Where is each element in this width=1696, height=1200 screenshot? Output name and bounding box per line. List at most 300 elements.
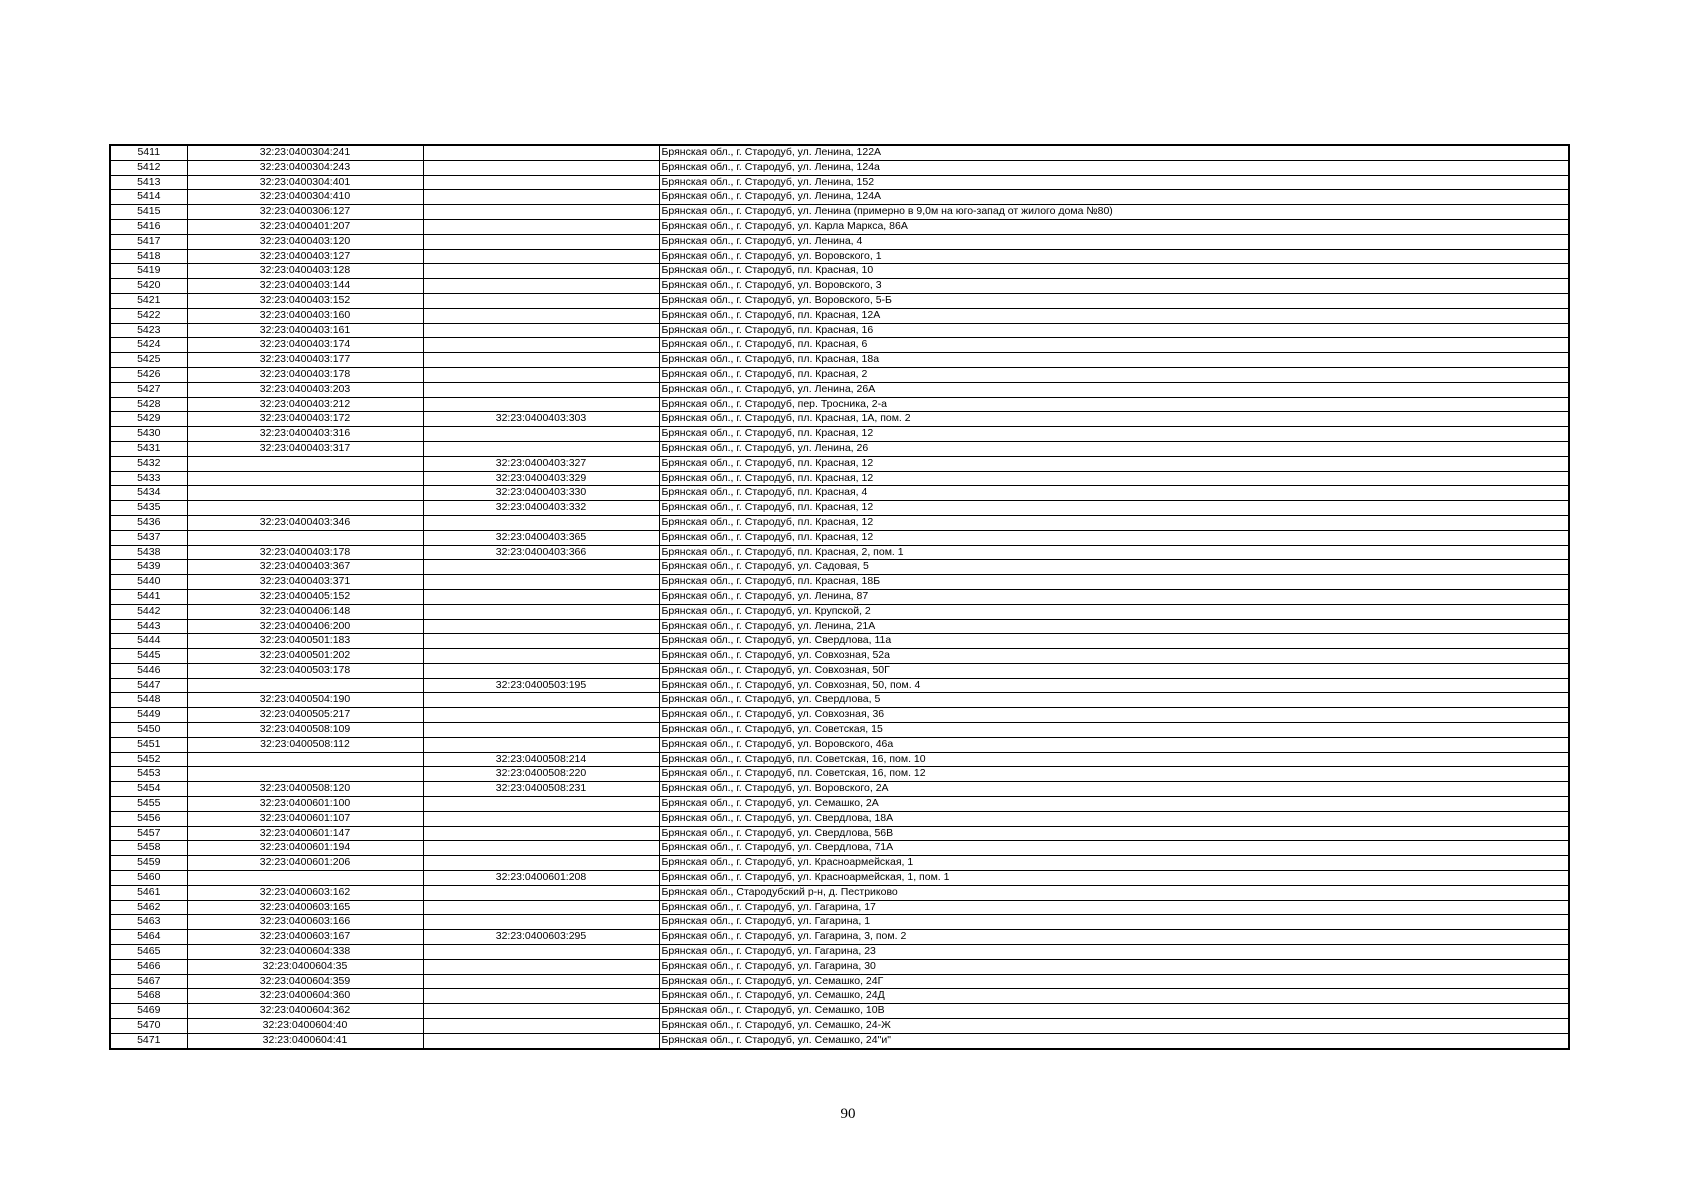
table-row bbox=[110, 974, 1569, 989]
row-number-cell: 5441 bbox=[110, 589, 187, 604]
row-number-cell: 5427 bbox=[110, 382, 187, 397]
cadastral-number-cell bbox=[187, 871, 423, 886]
premises-number-cell bbox=[423, 634, 659, 649]
row-number-cell: 5421 bbox=[110, 293, 187, 308]
address-cell: Брянская обл., г. Стародуб, ул. Воровского, 3 bbox=[659, 279, 1569, 294]
premises-number-cell bbox=[423, 723, 659, 738]
table-row bbox=[110, 959, 1569, 974]
register-table bbox=[109, 144, 1570, 1050]
row-number-cell: 5419 bbox=[110, 264, 187, 279]
address-cell: Брянская обл., г. Стародуб, ул. Семашко, 2А bbox=[659, 797, 1569, 812]
table-row bbox=[110, 515, 1569, 530]
premises-number-cell bbox=[423, 841, 659, 856]
address-cell: Брянская обл., г. Стародуб, пл. Красная, 18а bbox=[659, 353, 1569, 368]
table-row bbox=[110, 205, 1569, 220]
table-row bbox=[110, 1033, 1569, 1048]
table-row bbox=[110, 397, 1569, 412]
cadastral-number-cell: 32:23:0400306:127 bbox=[187, 205, 423, 220]
address-cell: Брянская обл., г. Стародуб, пл. Советская, 16, пом. 10 bbox=[659, 752, 1569, 767]
row-number-cell: 5420 bbox=[110, 279, 187, 294]
row-number-cell: 5438 bbox=[110, 545, 187, 560]
address-cell: Брянская обл., г. Стародуб, ул. Семашко, 24"и" bbox=[659, 1033, 1569, 1048]
address-cell: Брянская обл., г. Стародуб, ул. Совхозная, 50, пом. 4 bbox=[659, 678, 1569, 693]
table-row bbox=[110, 560, 1569, 575]
table-row bbox=[110, 575, 1569, 590]
cadastral-number-cell: 32:23:0400508:120 bbox=[187, 782, 423, 797]
cadastral-number-cell: 32:23:0400503:178 bbox=[187, 663, 423, 678]
cadastral-number-cell: 32:23:0400604:40 bbox=[187, 1019, 423, 1034]
table-row bbox=[110, 501, 1569, 516]
address-cell: Брянская обл., г. Стародуб, ул. Воровского, 1 bbox=[659, 249, 1569, 264]
table-row bbox=[110, 708, 1569, 723]
cadastral-number-cell: 32:23:0400403:161 bbox=[187, 323, 423, 338]
row-number-cell: 5460 bbox=[110, 871, 187, 886]
premises-number-cell bbox=[423, 1019, 659, 1034]
table-row bbox=[110, 338, 1569, 353]
table-row bbox=[110, 989, 1569, 1004]
row-number-cell: 5437 bbox=[110, 530, 187, 545]
row-number-cell: 5436 bbox=[110, 515, 187, 530]
address-cell: Брянская обл., г. Стародуб, пл. Красная, 12 bbox=[659, 501, 1569, 516]
address-cell: Брянская обл., г. Стародуб, ул. Ленина, 87 bbox=[659, 589, 1569, 604]
row-number-cell: 5434 bbox=[110, 486, 187, 501]
table-row bbox=[110, 367, 1569, 382]
premises-number-cell bbox=[423, 737, 659, 752]
table-row bbox=[110, 190, 1569, 205]
table-row bbox=[110, 856, 1569, 871]
row-number-cell: 5443 bbox=[110, 619, 187, 634]
premises-number-cell bbox=[423, 560, 659, 575]
cadastral-number-cell: 32:23:0400501:183 bbox=[187, 634, 423, 649]
cadastral-number-cell: 32:23:0400403:367 bbox=[187, 560, 423, 575]
premises-number-cell bbox=[423, 575, 659, 590]
row-number-cell: 5422 bbox=[110, 308, 187, 323]
row-number-cell: 5458 bbox=[110, 841, 187, 856]
address-cell: Брянская обл., г. Стародуб, пл. Красная, 4 bbox=[659, 486, 1569, 501]
table-row bbox=[110, 234, 1569, 249]
premises-number-cell bbox=[423, 219, 659, 234]
premises-number-cell bbox=[423, 323, 659, 338]
premises-number-cell bbox=[423, 279, 659, 294]
premises-number-cell bbox=[423, 649, 659, 664]
premises-number-cell bbox=[423, 708, 659, 723]
premises-number-cell bbox=[423, 959, 659, 974]
cadastral-number-cell: 32:23:0400601:206 bbox=[187, 856, 423, 871]
row-number-cell: 5446 bbox=[110, 663, 187, 678]
address-cell: Брянская обл., г. Стародуб, ул. Воровского, 5-Б bbox=[659, 293, 1569, 308]
row-number-cell: 5459 bbox=[110, 856, 187, 871]
address-cell: Брянская обл., г. Стародуб, ул. Гагарина, 3, пом. 2 bbox=[659, 930, 1569, 945]
cadastral-number-cell: 32:23:0400403:371 bbox=[187, 575, 423, 590]
cadastral-number-cell: 32:23:0400603:162 bbox=[187, 885, 423, 900]
register-table-body bbox=[110, 145, 1569, 1049]
address-cell: Брянская обл., г. Стародуб, ул. Ленина, 152 bbox=[659, 175, 1569, 190]
cadastral-number-cell bbox=[187, 486, 423, 501]
premises-number-cell bbox=[423, 589, 659, 604]
row-number-cell: 5426 bbox=[110, 367, 187, 382]
row-number-cell: 5435 bbox=[110, 501, 187, 516]
cadastral-number-cell: 32:23:0400601:107 bbox=[187, 811, 423, 826]
premises-number-cell bbox=[423, 397, 659, 412]
premises-number-cell bbox=[423, 604, 659, 619]
row-number-cell: 5411 bbox=[110, 145, 187, 160]
row-number-cell: 5440 bbox=[110, 575, 187, 590]
table-row bbox=[110, 1019, 1569, 1034]
address-cell: Брянская обл., Стародубский р-н, д. Пестриково bbox=[659, 885, 1569, 900]
premises-number-cell bbox=[423, 205, 659, 220]
table-row bbox=[110, 545, 1569, 560]
table-row bbox=[110, 945, 1569, 960]
address-cell: Брянская обл., г. Стародуб, ул. Свердлова, 71А bbox=[659, 841, 1569, 856]
table-row bbox=[110, 649, 1569, 664]
address-cell: Брянская обл., г. Стародуб, ул. Семашко, 24Д bbox=[659, 989, 1569, 1004]
address-cell: Брянская обл., г. Стародуб, ул. Советская, 15 bbox=[659, 723, 1569, 738]
table-row bbox=[110, 604, 1569, 619]
cadastral-number-cell: 32:23:0400403:127 bbox=[187, 249, 423, 264]
premises-number-cell bbox=[423, 885, 659, 900]
cadastral-number-cell: 32:23:0400508:112 bbox=[187, 737, 423, 752]
address-cell: Брянская обл., г. Стародуб, ул. Семашко, 24-Ж bbox=[659, 1019, 1569, 1034]
table-row bbox=[110, 427, 1569, 442]
cadastral-number-cell: 32:23:0400403:317 bbox=[187, 441, 423, 456]
cadastral-number-cell bbox=[187, 767, 423, 782]
row-number-cell: 5455 bbox=[110, 797, 187, 812]
cadastral-number-cell: 32:23:0400505:217 bbox=[187, 708, 423, 723]
premises-number-cell: 32:23:0400508:220 bbox=[423, 767, 659, 782]
premises-number-cell: 32:23:0400403:329 bbox=[423, 471, 659, 486]
row-number-cell: 5465 bbox=[110, 945, 187, 960]
address-cell: Брянская обл., г. Стародуб, ул. Совхозная, 52а bbox=[659, 649, 1569, 664]
cadastral-number-cell bbox=[187, 530, 423, 545]
cadastral-number-cell: 32:23:0400508:109 bbox=[187, 723, 423, 738]
row-number-cell: 5439 bbox=[110, 560, 187, 575]
table-row bbox=[110, 530, 1569, 545]
premises-number-cell bbox=[423, 900, 659, 915]
address-cell: Брянская обл., г. Стародуб, ул. Садовая, 5 bbox=[659, 560, 1569, 575]
premises-number-cell bbox=[423, 249, 659, 264]
row-number-cell: 5450 bbox=[110, 723, 187, 738]
address-cell: Брянская обл., г. Стародуб, ул. Ленина (примерно в 9,0м на юго-запад от жилого дома №80) bbox=[659, 205, 1569, 220]
address-cell: Брянская обл., г. Стародуб, ул. Красноармейская, 1 bbox=[659, 856, 1569, 871]
address-cell: Брянская обл., г. Стародуб, пл. Красная, 12А bbox=[659, 308, 1569, 323]
address-cell: Брянская обл., г. Стародуб, пл. Красная, 10 bbox=[659, 264, 1569, 279]
address-cell: Брянская обл., г. Стародуб, ул. Гагарина, 17 bbox=[659, 900, 1569, 915]
table-row bbox=[110, 456, 1569, 471]
table-row bbox=[110, 308, 1569, 323]
cadastral-number-cell: 32:23:0400403:144 bbox=[187, 279, 423, 294]
premises-number-cell bbox=[423, 945, 659, 960]
address-cell: Брянская обл., г. Стародуб, пл. Красная, 12 bbox=[659, 456, 1569, 471]
address-cell: Брянская обл., г. Стародуб, пл. Красная, 6 bbox=[659, 338, 1569, 353]
address-cell: Брянская обл., г. Стародуб, ул. Гагарина, 23 bbox=[659, 945, 1569, 960]
premises-number-cell bbox=[423, 811, 659, 826]
cadastral-number-cell: 32:23:0400406:200 bbox=[187, 619, 423, 634]
cadastral-number-cell bbox=[187, 752, 423, 767]
cadastral-number-cell: 32:23:0400403:160 bbox=[187, 308, 423, 323]
address-cell: Брянская обл., г. Стародуб, пл. Красная, 2, пом. 1 bbox=[659, 545, 1569, 560]
table-row bbox=[110, 441, 1569, 456]
row-number-cell: 5433 bbox=[110, 471, 187, 486]
cadastral-number-cell: 32:23:0400403:128 bbox=[187, 264, 423, 279]
row-number-cell: 5448 bbox=[110, 693, 187, 708]
premises-number-cell bbox=[423, 175, 659, 190]
table-row bbox=[110, 797, 1569, 812]
table-row bbox=[110, 353, 1569, 368]
address-cell: Брянская обл., г. Стародуб, ул. Семашко, 24Г bbox=[659, 974, 1569, 989]
row-number-cell: 5461 bbox=[110, 885, 187, 900]
cadastral-number-cell bbox=[187, 471, 423, 486]
cadastral-number-cell: 32:23:0400403:178 bbox=[187, 367, 423, 382]
row-number-cell: 5452 bbox=[110, 752, 187, 767]
row-number-cell: 5469 bbox=[110, 1004, 187, 1019]
cadastral-number-cell: 32:23:0400403:177 bbox=[187, 353, 423, 368]
row-number-cell: 5442 bbox=[110, 604, 187, 619]
premises-number-cell: 32:23:0400403:330 bbox=[423, 486, 659, 501]
premises-number-cell bbox=[423, 145, 659, 160]
cadastral-number-cell: 32:23:0400406:148 bbox=[187, 604, 423, 619]
cadastral-number-cell: 32:23:0400403:346 bbox=[187, 515, 423, 530]
cadastral-number-cell: 32:23:0400601:147 bbox=[187, 826, 423, 841]
row-number-cell: 5456 bbox=[110, 811, 187, 826]
address-cell: Брянская обл., г. Стародуб, ул. Ленина, 26А bbox=[659, 382, 1569, 397]
premises-number-cell: 32:23:0400403:366 bbox=[423, 545, 659, 560]
cadastral-number-cell: 32:23:0400603:165 bbox=[187, 900, 423, 915]
address-cell: Брянская обл., г. Стародуб, ул. Ленина, 122А bbox=[659, 145, 1569, 160]
table-row bbox=[110, 782, 1569, 797]
premises-number-cell bbox=[423, 264, 659, 279]
row-number-cell: 5423 bbox=[110, 323, 187, 338]
cadastral-number-cell: 32:23:0400604:338 bbox=[187, 945, 423, 960]
row-number-cell: 5425 bbox=[110, 353, 187, 368]
table-row bbox=[110, 412, 1569, 427]
cadastral-number-cell: 32:23:0400401:207 bbox=[187, 219, 423, 234]
row-number-cell: 5424 bbox=[110, 338, 187, 353]
address-cell: Брянская обл., г. Стародуб, пл. Красная, 12 bbox=[659, 530, 1569, 545]
premises-number-cell: 32:23:0400508:214 bbox=[423, 752, 659, 767]
table-row bbox=[110, 693, 1569, 708]
premises-number-cell bbox=[423, 1004, 659, 1019]
row-number-cell: 5454 bbox=[110, 782, 187, 797]
table-row bbox=[110, 723, 1569, 738]
premises-number-cell bbox=[423, 367, 659, 382]
address-cell: Брянская обл., г. Стародуб, ул. Свердлова, 5 bbox=[659, 693, 1569, 708]
table-row bbox=[110, 160, 1569, 175]
table-row bbox=[110, 589, 1569, 604]
cadastral-number-cell bbox=[187, 456, 423, 471]
table-row bbox=[110, 737, 1569, 752]
cadastral-number-cell bbox=[187, 501, 423, 516]
row-number-cell: 5468 bbox=[110, 989, 187, 1004]
row-number-cell: 5412 bbox=[110, 160, 187, 175]
premises-number-cell: 32:23:0400603:295 bbox=[423, 930, 659, 945]
premises-number-cell bbox=[423, 856, 659, 871]
cadastral-number-cell bbox=[187, 678, 423, 693]
address-cell: Брянская обл., г. Стародуб, пер. Тросника, 2-а bbox=[659, 397, 1569, 412]
premises-number-cell bbox=[423, 234, 659, 249]
cadastral-number-cell: 32:23:0400504:190 bbox=[187, 693, 423, 708]
address-cell: Брянская обл., г. Стародуб, ул. Ленина, 4 bbox=[659, 234, 1569, 249]
cadastral-number-cell: 32:23:0400403:172 bbox=[187, 412, 423, 427]
table-row bbox=[110, 915, 1569, 930]
row-number-cell: 5430 bbox=[110, 427, 187, 442]
address-cell: Брянская обл., г. Стародуб, пл. Советская, 16, пом. 12 bbox=[659, 767, 1569, 782]
premises-number-cell bbox=[423, 915, 659, 930]
premises-number-cell bbox=[423, 427, 659, 442]
cadastral-number-cell: 32:23:0400403:316 bbox=[187, 427, 423, 442]
premises-number-cell bbox=[423, 308, 659, 323]
address-cell: Брянская обл., г. Стародуб, ул. Крупской, 2 bbox=[659, 604, 1569, 619]
row-number-cell: 5445 bbox=[110, 649, 187, 664]
table-row bbox=[110, 871, 1569, 886]
cadastral-number-cell: 32:23:0400403:152 bbox=[187, 293, 423, 308]
row-number-cell: 5447 bbox=[110, 678, 187, 693]
cadastral-number-cell: 32:23:0400601:194 bbox=[187, 841, 423, 856]
row-number-cell: 5449 bbox=[110, 708, 187, 723]
address-cell: Брянская обл., г. Стародуб, ул. Совхозная, 36 bbox=[659, 708, 1569, 723]
table-row bbox=[110, 486, 1569, 501]
premises-number-cell bbox=[423, 515, 659, 530]
address-cell: Брянская обл., г. Стародуб, ул. Воровского, 2А bbox=[659, 782, 1569, 797]
row-number-cell: 5467 bbox=[110, 974, 187, 989]
table-row bbox=[110, 752, 1569, 767]
cadastral-number-cell: 32:23:0400601:100 bbox=[187, 797, 423, 812]
cadastral-number-cell: 32:23:0400604:359 bbox=[187, 974, 423, 989]
premises-number-cell: 32:23:0400403:332 bbox=[423, 501, 659, 516]
address-cell: Брянская обл., г. Стародуб, пл. Красная, 2 bbox=[659, 367, 1569, 382]
table-row bbox=[110, 841, 1569, 856]
premises-number-cell bbox=[423, 382, 659, 397]
address-cell: Брянская обл., г. Стародуб, ул. Гагарина, 1 bbox=[659, 915, 1569, 930]
table-row bbox=[110, 885, 1569, 900]
page-number: 90 bbox=[840, 1106, 856, 1122]
premises-number-cell bbox=[423, 989, 659, 1004]
cadastral-number-cell: 32:23:0400604:362 bbox=[187, 1004, 423, 1019]
row-number-cell: 5453 bbox=[110, 767, 187, 782]
premises-number-cell bbox=[423, 160, 659, 175]
table-row bbox=[110, 826, 1569, 841]
table-row bbox=[110, 471, 1569, 486]
cadastral-number-cell: 32:23:0400604:41 bbox=[187, 1033, 423, 1048]
row-number-cell: 5413 bbox=[110, 175, 187, 190]
row-number-cell: 5451 bbox=[110, 737, 187, 752]
address-cell: Брянская обл., г. Стародуб, ул. Ленина, 124А bbox=[659, 190, 1569, 205]
premises-number-cell bbox=[423, 293, 659, 308]
premises-number-cell bbox=[423, 338, 659, 353]
row-number-cell: 5417 bbox=[110, 234, 187, 249]
address-cell: Брянская обл., г. Стародуб, пл. Красная, 12 bbox=[659, 515, 1569, 530]
address-cell: Брянская обл., г. Стародуб, ул. Воровского, 46а bbox=[659, 737, 1569, 752]
cadastral-number-cell: 32:23:0400405:152 bbox=[187, 589, 423, 604]
row-number-cell: 5463 bbox=[110, 915, 187, 930]
cadastral-number-cell: 32:23:0400403:174 bbox=[187, 338, 423, 353]
premises-number-cell bbox=[423, 190, 659, 205]
premises-number-cell bbox=[423, 693, 659, 708]
address-cell: Брянская обл., г. Стародуб, пл. Красная, 1А, пом. 2 bbox=[659, 412, 1569, 427]
row-number-cell: 5444 bbox=[110, 634, 187, 649]
row-number-cell: 5429 bbox=[110, 412, 187, 427]
table-row bbox=[110, 678, 1569, 693]
cadastral-number-cell: 32:23:0400603:167 bbox=[187, 930, 423, 945]
table-row bbox=[110, 767, 1569, 782]
table-row bbox=[110, 145, 1569, 160]
premises-number-cell bbox=[423, 353, 659, 368]
table-row bbox=[110, 175, 1569, 190]
address-cell: Брянская обл., г. Стародуб, ул. Красноармейская, 1, пом. 1 bbox=[659, 871, 1569, 886]
address-cell: Брянская обл., г. Стародуб, ул. Свердлова, 18А bbox=[659, 811, 1569, 826]
table-row bbox=[110, 1004, 1569, 1019]
cadastral-number-cell: 32:23:0400604:360 bbox=[187, 989, 423, 1004]
address-cell: Брянская обл., г. Стародуб, пл. Красная, 12 bbox=[659, 471, 1569, 486]
cadastral-number-cell: 32:23:0400304:410 bbox=[187, 190, 423, 205]
cadastral-number-cell: 32:23:0400304:401 bbox=[187, 175, 423, 190]
cadastral-number-cell: 32:23:0400403:212 bbox=[187, 397, 423, 412]
address-cell: Брянская обл., г. Стародуб, ул. Свердлова, 56В bbox=[659, 826, 1569, 841]
address-cell: Брянская обл., г. Стародуб, ул. Семашко, 10В bbox=[659, 1004, 1569, 1019]
premises-number-cell bbox=[423, 826, 659, 841]
row-number-cell: 5428 bbox=[110, 397, 187, 412]
cadastral-number-cell: 32:23:0400603:166 bbox=[187, 915, 423, 930]
table-row bbox=[110, 900, 1569, 915]
cadastral-number-cell: 32:23:0400304:241 bbox=[187, 145, 423, 160]
premises-number-cell bbox=[423, 797, 659, 812]
table-row bbox=[110, 219, 1569, 234]
cadastral-number-cell: 32:23:0400403:178 bbox=[187, 545, 423, 560]
address-cell: Брянская обл., г. Стародуб, пл. Красная, 16 bbox=[659, 323, 1569, 338]
premises-number-cell bbox=[423, 619, 659, 634]
premises-number-cell: 32:23:0400601:208 bbox=[423, 871, 659, 886]
row-number-cell: 5416 bbox=[110, 219, 187, 234]
address-cell: Брянская обл., г. Стародуб, ул. Совхозная, 50Г bbox=[659, 663, 1569, 678]
premises-number-cell: 32:23:0400403:365 bbox=[423, 530, 659, 545]
table-row bbox=[110, 382, 1569, 397]
address-cell: Брянская обл., г. Стародуб, ул. Карла Маркса, 86А bbox=[659, 219, 1569, 234]
cadastral-number-cell: 32:23:0400604:35 bbox=[187, 959, 423, 974]
cadastral-number-cell: 32:23:0400403:203 bbox=[187, 382, 423, 397]
address-cell: Брянская обл., г. Стародуб, пл. Красная, 12 bbox=[659, 427, 1569, 442]
table-row bbox=[110, 930, 1569, 945]
address-cell: Брянская обл., г. Стародуб, ул. Ленина, 124а bbox=[659, 160, 1569, 175]
row-number-cell: 5432 bbox=[110, 456, 187, 471]
premises-number-cell bbox=[423, 974, 659, 989]
table-row bbox=[110, 293, 1569, 308]
premises-number-cell bbox=[423, 663, 659, 678]
row-number-cell: 5414 bbox=[110, 190, 187, 205]
premises-number-cell: 32:23:0400503:195 bbox=[423, 678, 659, 693]
premises-number-cell: 32:23:0400403:327 bbox=[423, 456, 659, 471]
address-cell: Брянская обл., г. Стародуб, пл. Красная, 18Б bbox=[659, 575, 1569, 590]
cadastral-number-cell: 32:23:0400501:202 bbox=[187, 649, 423, 664]
table-row bbox=[110, 634, 1569, 649]
table-row bbox=[110, 811, 1569, 826]
address-cell: Брянская обл., г. Стародуб, ул. Ленина, 21А bbox=[659, 619, 1569, 634]
address-cell: Брянская обл., г. Стародуб, ул. Свердлова, 11а bbox=[659, 634, 1569, 649]
address-cell: Брянская обл., г. Стародуб, ул. Ленина, 26 bbox=[659, 441, 1569, 456]
cadastral-number-cell: 32:23:0400304:243 bbox=[187, 160, 423, 175]
cadastral-number-cell: 32:23:0400403:120 bbox=[187, 234, 423, 249]
table-row bbox=[110, 249, 1569, 264]
row-number-cell: 5457 bbox=[110, 826, 187, 841]
address-cell: Брянская обл., г. Стародуб, ул. Гагарина, 30 bbox=[659, 959, 1569, 974]
row-number-cell: 5471 bbox=[110, 1033, 187, 1048]
row-number-cell: 5464 bbox=[110, 930, 187, 945]
table-row bbox=[110, 619, 1569, 634]
row-number-cell: 5470 bbox=[110, 1019, 187, 1034]
row-number-cell: 5466 bbox=[110, 959, 187, 974]
row-number-cell: 5418 bbox=[110, 249, 187, 264]
table-row bbox=[110, 323, 1569, 338]
premises-number-cell: 32:23:0400508:231 bbox=[423, 782, 659, 797]
premises-number-cell: 32:23:0400403:303 bbox=[423, 412, 659, 427]
